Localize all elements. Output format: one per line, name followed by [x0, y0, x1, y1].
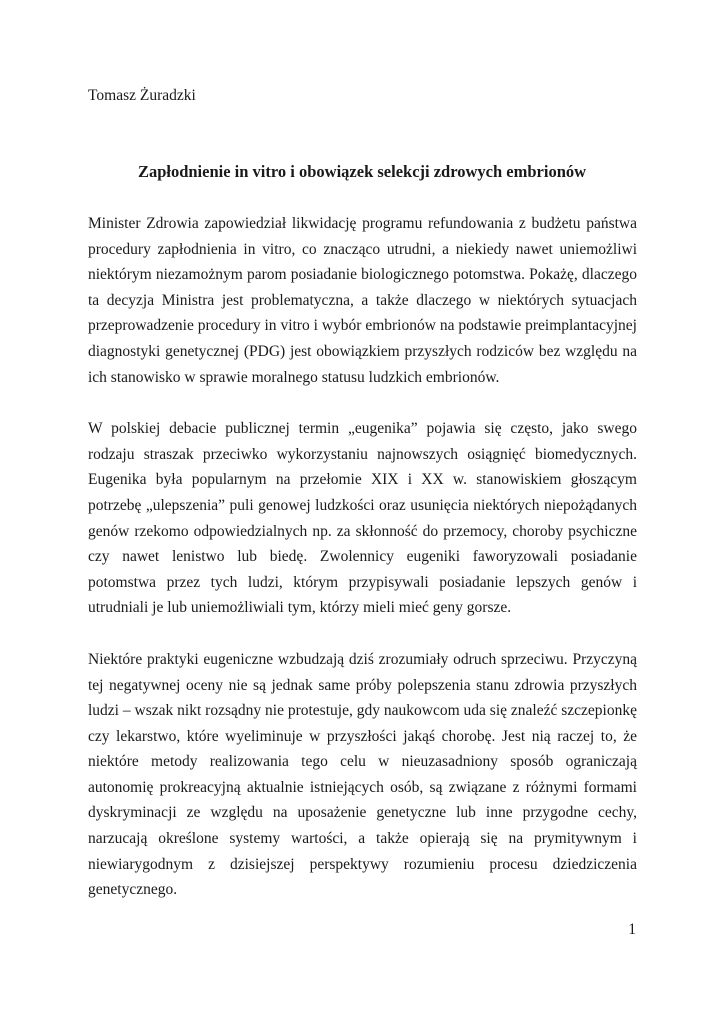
paragraph: W polskiej debacie publicznej termin „eugenika” pojawia się często, jako swego rodzaju straszak przeciwko wykorzystaniu najnowszych osiągnięć biomedycznych. Eugenika była popularnym na przełomie XIX i XX w. stanowiskiem głoszącym potrzebę „ulepszenia” puli genowej ludzkości oraz usunięcia niektórych niepożądanych genów rzekomo odpowiedzialnych np. za skłonność do przemocy, choroby psychiczne czy nawet lenistwo lub biedę. Zwolennicy eugeniki faworyzowali posiadanie potomstwa przez tych ludzi, którym przypisywali posiadanie lepszych genów i utrudniali je lub uniemożliwiali tym, którzy mieli mieć geny gorsze.	[88, 420, 637, 617]
author-name: Tomasz Żuradzki	[88, 87, 196, 104]
body-text	[88, 211, 637, 929]
paragraph: Niektóre praktyki eugeniczne wzbudzają dziś zrozumiały odruch sprzeciwu. Przyczyną tej negatywnej oceny nie są jednak same próby polepszenia stanu zdrowia przyszłych ludzi – wszak nikt rozsądny nie protestuje, gdy naukowcom uda się znaleźć szczepionkę czy lekarstwo, które wyeliminuje w przyszłości jakąś chorobę. Jest nią raczej to, że niektóre metody realizowania tego celu w nieuzasadniony sposób ograniczają autonomię prokreacyjną aktualnie istniejących osób, są związane z różnymi formami dyskryminacji ze względu na uposażenie genetyczne lub inne przygodne cechy, narzucają określone systemy wartości, a także opierają się na prymitywnym i niewiarygodnym z dzisiejszej perspektywy rozumieniu procesu dziedziczenia genetycznego.	[88, 650, 637, 899]
page-number: 1	[628, 921, 636, 938]
paragraph: Minister Zdrowia zapowiedział likwidację programu refundowania z budżetu państwa procedury zapłodnienia in vitro, co znacząco utrudni, a niekiedy nawet uniemożliwi niektórym niezamożnym parom posiadanie biologicznego potomstwa. Pokażę, dlaczego ta decyzja Ministra jest problematyczna, a także dlaczego w niektórych sytuacjach przeprowadzenie procedury in vitro i wybór embrionów na podstawie preimplantacyjnej diagnostyki genetycznej (PDG) jest obowiązkiem przyszłych rodziców bez względu na ich stanowisko w sprawie moralnego statusu ludzkich embrionów.	[88, 215, 637, 386]
document-title: Zapłodnienie in vitro i obowiązek selekcji zdrowych embrionów	[137, 162, 587, 181]
